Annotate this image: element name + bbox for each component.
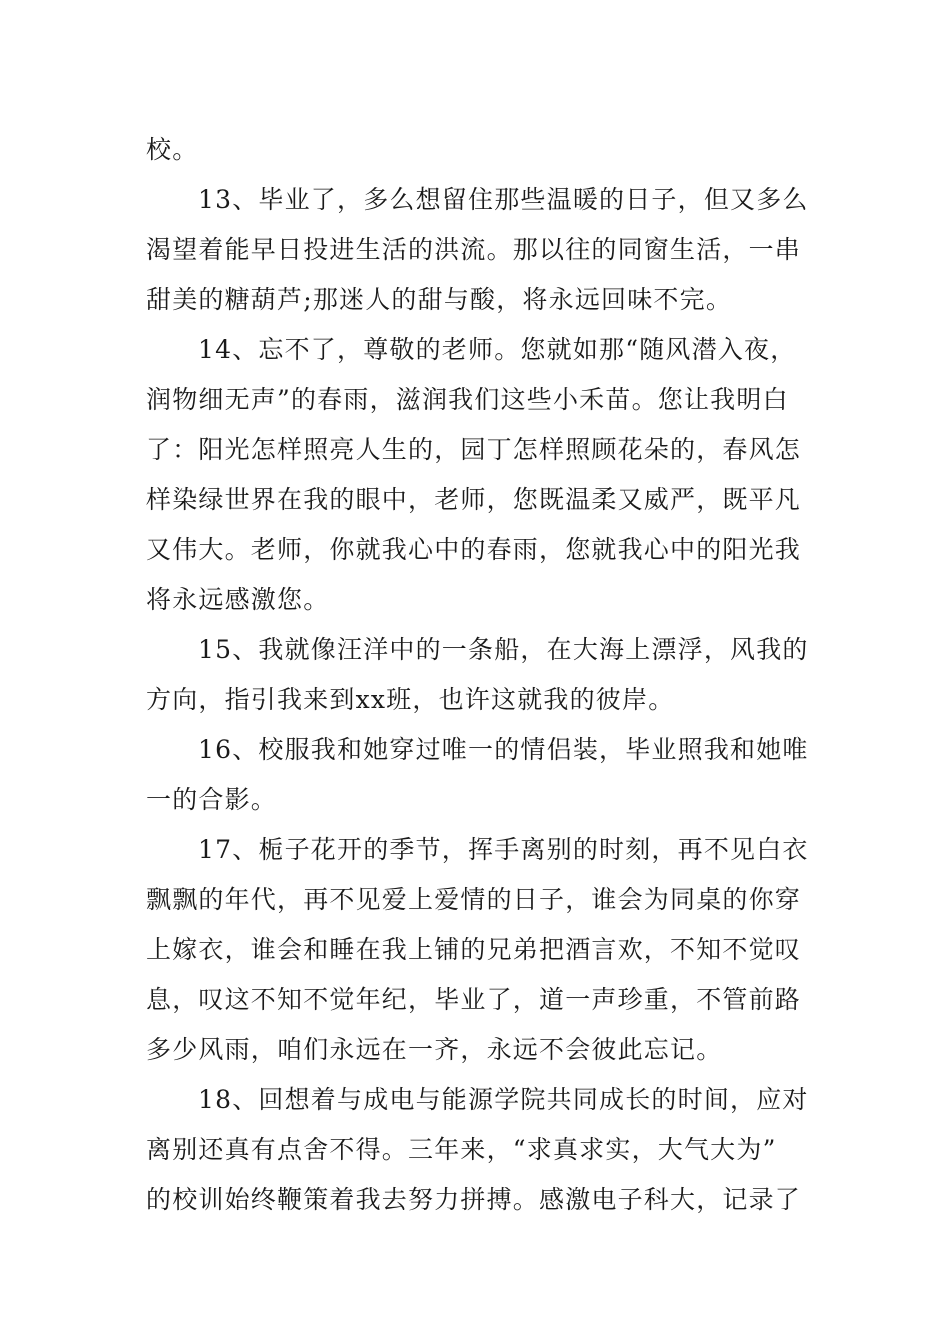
- paragraph-13-line: 13、毕业了，多么想留住那些温暖的日子，但又多么: [198, 185, 809, 214]
- paragraph-18-line: 离别还真有点舍不得。三年来，“求真求实，大气大为”: [146, 1135, 777, 1164]
- paragraph-15-line: 15、我就像汪洋中的一条船，在大海上漂浮，风我的: [198, 635, 809, 664]
- paragraph-14-line: 14、忘不了，尊敬的老师。您就如那“随风潜入夜，: [198, 335, 797, 364]
- paragraph-16-line: 16、校服我和她穿过唯一的情侣装，毕业照我和她唯: [198, 735, 809, 764]
- paragraph-13-line: 渴望着能早日投进生活的洪流。那以往的同窗生活，一串: [146, 235, 802, 264]
- paragraph-13-line: 甜美的糖葫芦;那迷人的甜与酸，将永远回味不完。: [146, 285, 733, 314]
- paragraph-14-line: 了：阳光怎样照亮人生的，园丁怎样照顾花朵的，春风怎: [146, 435, 802, 464]
- paragraph-14-line: 样染绿世界在我的眼中，老师，您既温柔又威严，既平凡: [146, 485, 802, 514]
- paragraph-17-line: 17、栀子花开的季节，挥手离别的时刻，再不见白衣: [198, 835, 809, 864]
- paragraph-17-line: 飘飘的年代，再不见爱上爱情的日子，谁会为同桌的你穿: [146, 885, 802, 914]
- paragraph-14-line: 将永远感激您。: [146, 585, 330, 614]
- paragraph-14-line: 润物细无声”的春雨，滋润我们这些小禾苗。您让我明白: [146, 385, 789, 414]
- paragraph-18-line: 18、回想着与成电与能源学院共同成长的时间，应对: [198, 1085, 809, 1114]
- paragraph-17-line: 息，叹这不知不觉年纪，毕业了，道一声珍重，不管前路: [146, 985, 802, 1014]
- paragraph-16-line: 一的合影。: [146, 785, 278, 814]
- paragraph-17-line: 多少风雨，咱们永远在一齐，永远不会彼此忘记。: [146, 1035, 723, 1064]
- text-line: 校。: [146, 135, 199, 164]
- paragraph-14-line: 又伟大。老师，你就我心中的春雨，您就我心中的阳光我: [146, 535, 802, 564]
- paragraph-18-line: 的校训始终鞭策着我去努力拼搏。感激电子科大，记录了: [146, 1185, 802, 1214]
- paragraph-15-line: 方向，指引我来到xx班，也许这就我的彼岸。: [146, 685, 675, 714]
- paragraph-17-line: 上嫁衣，谁会和睡在我上铺的兄弟把酒言欢，不知不觉叹: [146, 935, 802, 964]
